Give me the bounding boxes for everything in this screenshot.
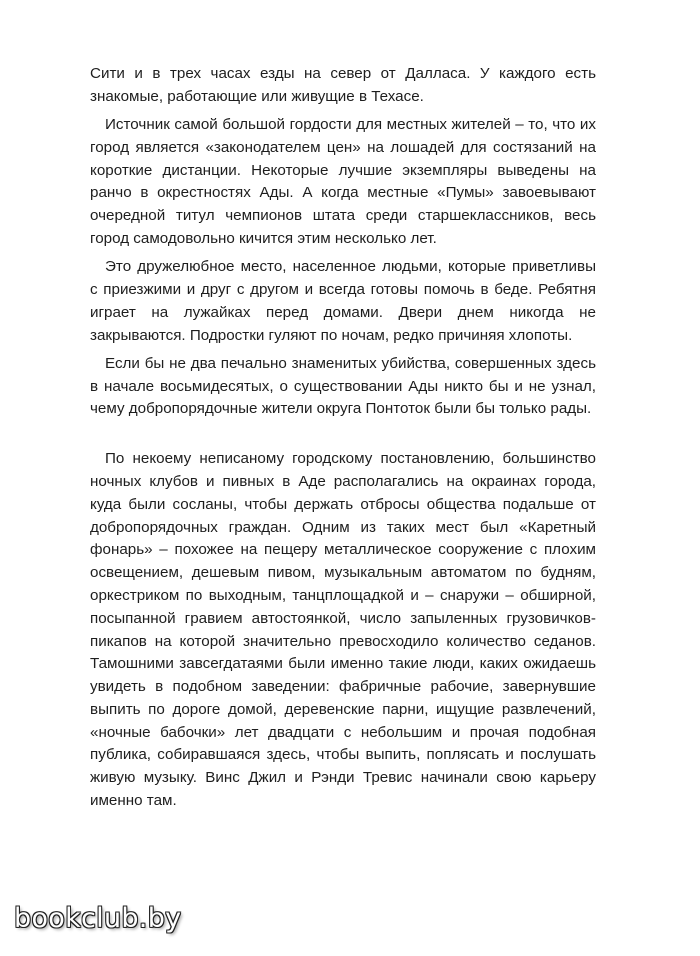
- paragraph-murders: Если бы не два печально знаменитых убийства, совершенных здесь в начале восьмидесятых, о существовании Ады никто бы и не узнал, чему добропорядочные жители округа Понтоток были бы только рады.: [90, 354, 596, 418]
- page-body-text: [90, 63, 596, 818]
- paragraph-local-pride: Источник самой большой гордости для местных жителей – то, что их город является «законодателем цен» на лошадей для состязаний на короткие дистанции. Некоторые лучшие экземпляры выведены на ранчо в окрестностях Ады. А когда местные «Пумы» завоевывают очередной титул чемпионов штата среди старшеклассников, весь город самодовольно кичится этим несколько лет.: [90, 115, 596, 247]
- site-watermark: bookclub.by: [14, 903, 182, 934]
- paragraph-coach-light: По некоему неписаному городскому постановлению, большинство ночных клубов и пивных в Аде располагались на окраинах города, куда были сосланы, чтобы держать отбросы общества подальше от добропорядочных граждан. Одним из таких мест был «Каретный фонарь» – похожее на пещеру металлическое сооружение с плохим освещением, дешевым пивом, музыкальным автоматом по будням, оркестриком по выходным, танцплощадкой и – снаружи – обширной, посыпанной гравием автостоянкой, число запыленных грузовичков-пикапов на которой значительно превосходило количество седанов. Тамошними завсегдатаями были именно такие люди, каких ожидаешь увидеть в подобном заведении: фабричные рабочие, завернувшие выпить по дороге домой, деревенские парни, ищущие развлечений, «ночные бабочки» лет двадцати с небольшим и прочая подобная публика, собиравшаяся здесь, чтобы выпить, поплясать и послушать живую музыку. Винс Джил и Рэнди Тревис начинали свою карьеру именно там.: [90, 450, 596, 810]
- paragraph-continuation: Сити и в трех часах езды на север от Далласа. У каждого есть знакомые, работающие или живущие в Техасе.: [90, 65, 596, 105]
- paragraph-friendly-place: Это дружелюбное место, населенное людьми, которые приветливы с приезжими и друг с другом и всегда готовы помочь в беде. Ребятня играет на лужайках перед домами. Двери днем никогда не закрываются. Подростки гуляют по ночам, редко причиняя хлопоты.: [90, 258, 596, 344]
